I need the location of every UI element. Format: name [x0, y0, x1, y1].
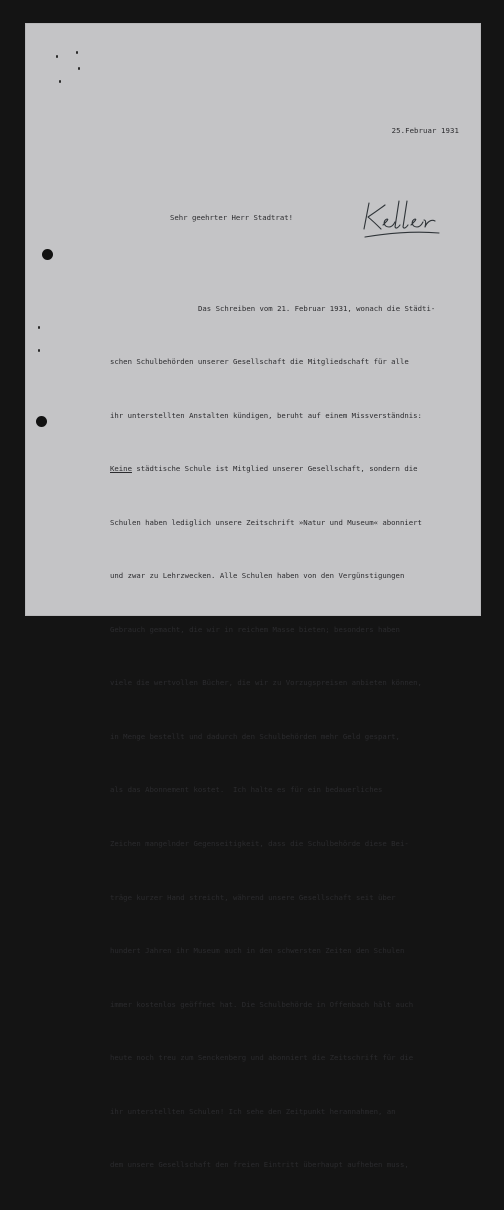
body-line: Gebrauch gemacht, die wir in reichem Masse bieten; besonders haben [110, 624, 400, 634]
letter-page [25, 23, 481, 1170]
body-line: hundert Jahren ihr Museum auch in den schwersten Zeiten den Schulen [110, 946, 405, 956]
paper-speck [76, 51, 78, 54]
body-line: träge kurzer Hand streicht, während unsere Gesellschaft seit über [110, 892, 396, 902]
body-line: immer kostenlos geöffnet hat. Die Schulbehörde in Offenbach hält auch [110, 999, 414, 1009]
body-line: viele die wertvollen Bücher, die wir zu Vorzugspreisen anbieten können, [110, 678, 422, 688]
paper-speck [38, 326, 40, 329]
paper-speck [38, 349, 40, 352]
paper-speck [59, 80, 61, 83]
paper-speck [78, 67, 80, 70]
body-line: Zeichen mangelnder Gegenseitigkeit, dass die Schulbehörde diese Bei- [110, 839, 409, 848]
body-line: schen Schulbehörden unserer Gesellschaft die Mitgliedschaft für alle [110, 357, 409, 367]
punch-hole-top [42, 249, 53, 260]
body-line: als das Abonnement kostet. Ich halte es für ein bedauerliches [110, 785, 383, 795]
body-line: in Menge bestellt und dadurch den Schulbehörden mehr Geld gespart, [110, 731, 400, 741]
body-line: Schulen haben lediglich unsere Zeitschrift »Natur und Museum« abonniert [110, 517, 422, 527]
punch-hole-bottom [36, 416, 47, 427]
body-line: Keine städtische Schule ist Mitglied unserer Gesellschaft, sondern die [110, 464, 418, 474]
body-line: und zwar zu Lehrzwecken. Alle Schulen haben von den Vergünstigungen [110, 571, 405, 581]
body-line: ihr unterstellten Anstalten kündigen, beruht auf einem Missverständnis: [110, 410, 422, 420]
body-line: Das Schreiben vom 21. Februar 1931, wonach die Städti- [198, 303, 436, 313]
paper-speck [56, 55, 58, 58]
body-line: dem unsere Gesellschaft den freien Eintritt überhaupt aufheben muss, [110, 1160, 409, 1170]
body-line: ihr unterstellten Schulen! Ich sehe den Zeitpunkt herannahmen, an [110, 1106, 396, 1116]
body-line: heute noch treu zum Senckenberg und abonniert die Zeitschrift für die [110, 1053, 414, 1063]
letter-date: 25.Februar 1931 [391, 126, 459, 135]
handwritten-signature [359, 193, 449, 243]
letter-body [110, 264, 504, 1210]
salutation: Sehr geehrter Herr Stadtrat! [170, 213, 294, 222]
